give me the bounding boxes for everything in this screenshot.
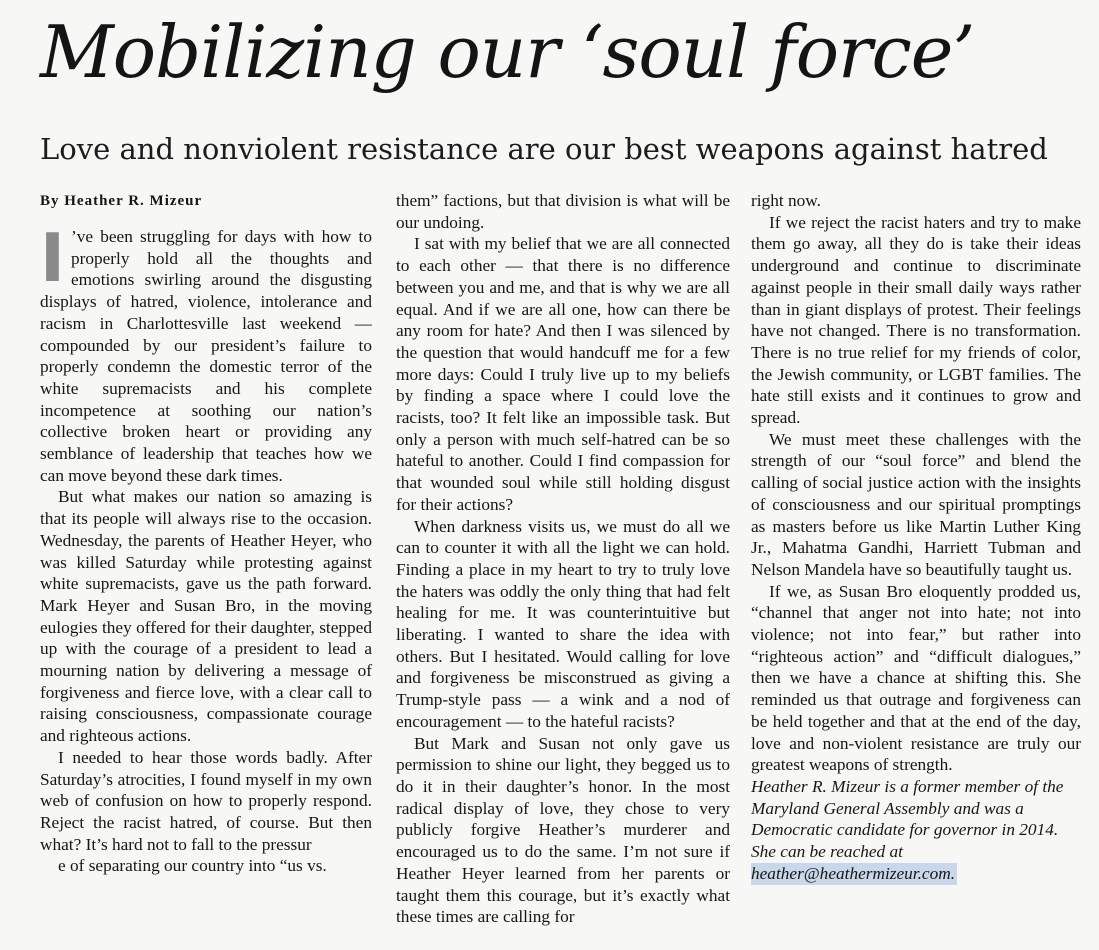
paragraph-1-text: ’ve been struggling for days with how to properly hold all the thoughts and emotions swirling around the disgusting displays of hatred, violence, intolerance and racism in Charlottesville last weekend — compounded by our president’s failure to properly condemn the domestic terror of the white supremacists and his complete incompetence at soothing our nation’s collective broken heart or providing any semblance of leadership that teaches how we can move beyond these dark times.	[40, 227, 372, 485]
deck-subheadline: Love and nonviolent resistance are our best weapons against hatred	[40, 132, 1048, 166]
paragraph-12: If we, as Susan Bro eloquently prodded us, “channel that anger not into hate; not into violence; not into fear,” but rather into “righteous action” and “difficult dialogues,” then we have a chance at shifting this. She reminded us that outrage and forgiveness can be held together and that at the end of the day, love and non-violent resistance are truly our greatest weapons of strength.	[751, 581, 1081, 775]
byline: By Heather R. Mizeur	[40, 193, 203, 209]
paragraph-2: But what makes our nation so amazing is that its people will always rise to the occasion. Wednesday, the parents of Heather Heyer, who was killed Saturday while protesting against white supremacists, gave us the path forward. Mark Heyer and Susan Bro, in the moving eulogies they offered for their daughter, stepped up with the courage of a president to lead a mourning nation by delivering a message of forgiveness and fierce love, with a clear call to raising consciousness, compassionate courage and righteous actions.	[40, 487, 372, 746]
paragraph-6: I sat with my belief that we are all connected to each other — that there is no difference between you and me, and that is why we are all equal. And if we are all one, how can there be any room for hate? And then I was silenced by the question that would handcuff me for a few more days: Could I truly live up to my beliefs by finding a space where I could love the racists, too? It felt like an impossible task. But only a person with much self-hatred can be so hateful to another. Could I find compassion for that wounded soul while still holding disgust for their actions?	[396, 234, 730, 514]
headline: Mobilizing our ‘soul force’	[40, 10, 975, 94]
paragraph-5: them” factions, but that division is what will be our undoing.	[396, 191, 730, 232]
column-2	[396, 190, 730, 930]
author-bio-text: Heather R. Mizeur is a former member of the Maryland General Assembly and was a Democratic candidate for governor in 2014. She can be reached at	[751, 776, 1064, 862]
paragraph-10: If we reject the racist haters and try to make them go away, all they do is take their ideas underground and continue to discriminate against people in their small daily ways rather than in giant displays of protest. Their feelings have not changed. There is no transformation. There is no true relief for my friends of color, the Jewish community, or LGBT families. The hate still exists and it continues to grow and spread.	[751, 212, 1081, 428]
paragraph-4: e of separating our country into “us vs.	[58, 856, 327, 876]
author-email-link[interactable]: heather@heathermizeur.com.	[751, 863, 956, 883]
paragraph-3: I needed to hear those words badly. After Saturday’s atrocities, I found myself in my own web of confusion on how to properly respond. Reject the racist hatred, of course. But then what? It’s hard not to fall to the pressur	[40, 747, 372, 854]
paragraph-1	[40, 219, 372, 486]
column-3	[751, 190, 1081, 930]
author-bio	[751, 776, 1081, 885]
column-1	[40, 190, 372, 930]
paragraph-9: right now.	[751, 191, 821, 210]
paragraph-11: We must meet these challenges with the strength of our “soul force” and blend the calling of social justice action with the insights of consciousness and our spiritual promptings as masters before us like Martin Luther King Jr., Mahatma Gandhi, Harriett Tubman and Nelson Mandela have so beautifully taught us.	[751, 429, 1081, 579]
paragraph-8: But Mark and Susan not only gave us permission to shine our light, they begged us to do it in their daughter’s honor. In the most radical display of love, they chose to very publicly forgive Heather’s murderer and encouraged us to do the same. I’m not sure if Heather Heyer learned from her parents or taught them this courage, but it’s exactly what these times are calling for	[396, 733, 730, 927]
drop-cap: I	[40, 219, 65, 297]
paragraph-7: When darkness visits us, we must do all we can to counter it with all the light we can hold. Finding a place in my heart to try to truly love the haters was oddly the only thing that had felt healing for me. It was counterintuitive but liberating. I wanted to share the idea with others. But I hesitated. Would calling for love and forgiveness be misconstrued as giving a Trump-style pass — a wink and a nod of encouragement — to the hateful racists?	[396, 516, 730, 731]
